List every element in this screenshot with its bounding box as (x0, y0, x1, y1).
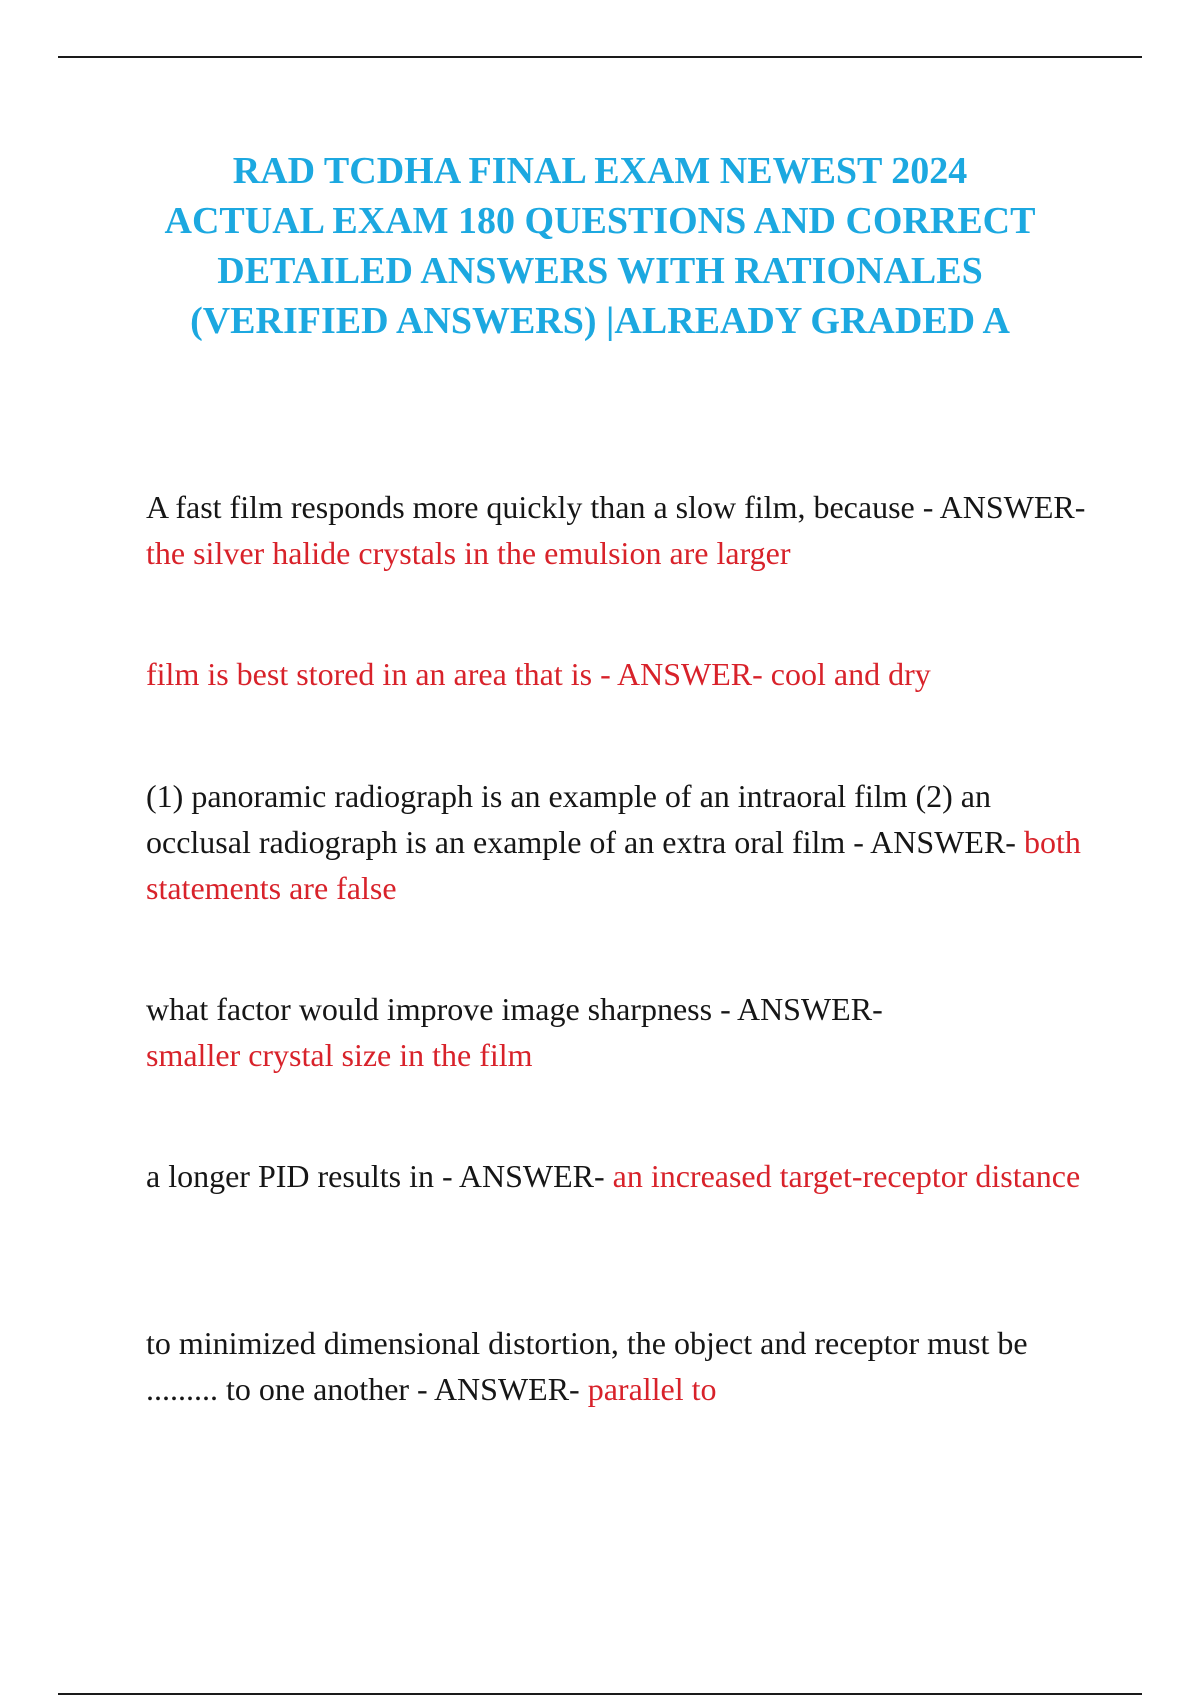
question-text: A fast film responds more quickly than a slow film, because - ANSWER- (146, 489, 1086, 525)
qa-item (146, 651, 1086, 697)
answer-text: the silver halide crystals in the emulsion are larger (146, 535, 791, 571)
title-line: (VERIFIED ANSWERS) |ALREADY GRADED A (190, 300, 1010, 342)
qa-item (146, 484, 1086, 576)
title-line: RAD TCDHA FINAL EXAM NEWEST 2024 (232, 150, 968, 192)
question-text: film is best stored in an area that is - ANSWER- (146, 656, 763, 692)
answer-text: both statements are false (146, 824, 1081, 906)
question-text: to minimized dimensional distortion, the object and receptor must be ......... to one another - ANSWER- (146, 1325, 1028, 1407)
title-line: DETAILED ANSWERS WITH RATIONALES (217, 250, 983, 292)
document-title (100, 146, 1100, 346)
answer-text: an increased target-receptor distance (612, 1158, 1081, 1194)
qa-item (146, 773, 1086, 911)
title-line: ACTUAL EXAM 180 QUESTIONS AND CORRECT (164, 200, 1036, 242)
top-divider (58, 56, 1142, 58)
question-text: a longer PID results in - ANSWER- (146, 1158, 605, 1194)
question-text: what factor would improve image sharpness - ANSWER- (146, 991, 883, 1027)
answer-text: parallel to (587, 1371, 717, 1407)
qa-item (146, 1320, 1086, 1412)
qa-item (146, 986, 1086, 1078)
qa-item (146, 1153, 1086, 1199)
answer-text: smaller crystal size in the film (146, 1037, 533, 1073)
answer-text: cool and dry (770, 656, 931, 692)
question-text: (1) panoramic radiograph is an example of an intraoral film (2) an occlusal radiograph is an example of an extra oral film - ANSWER- (146, 778, 1016, 860)
bottom-divider (58, 1693, 1142, 1695)
